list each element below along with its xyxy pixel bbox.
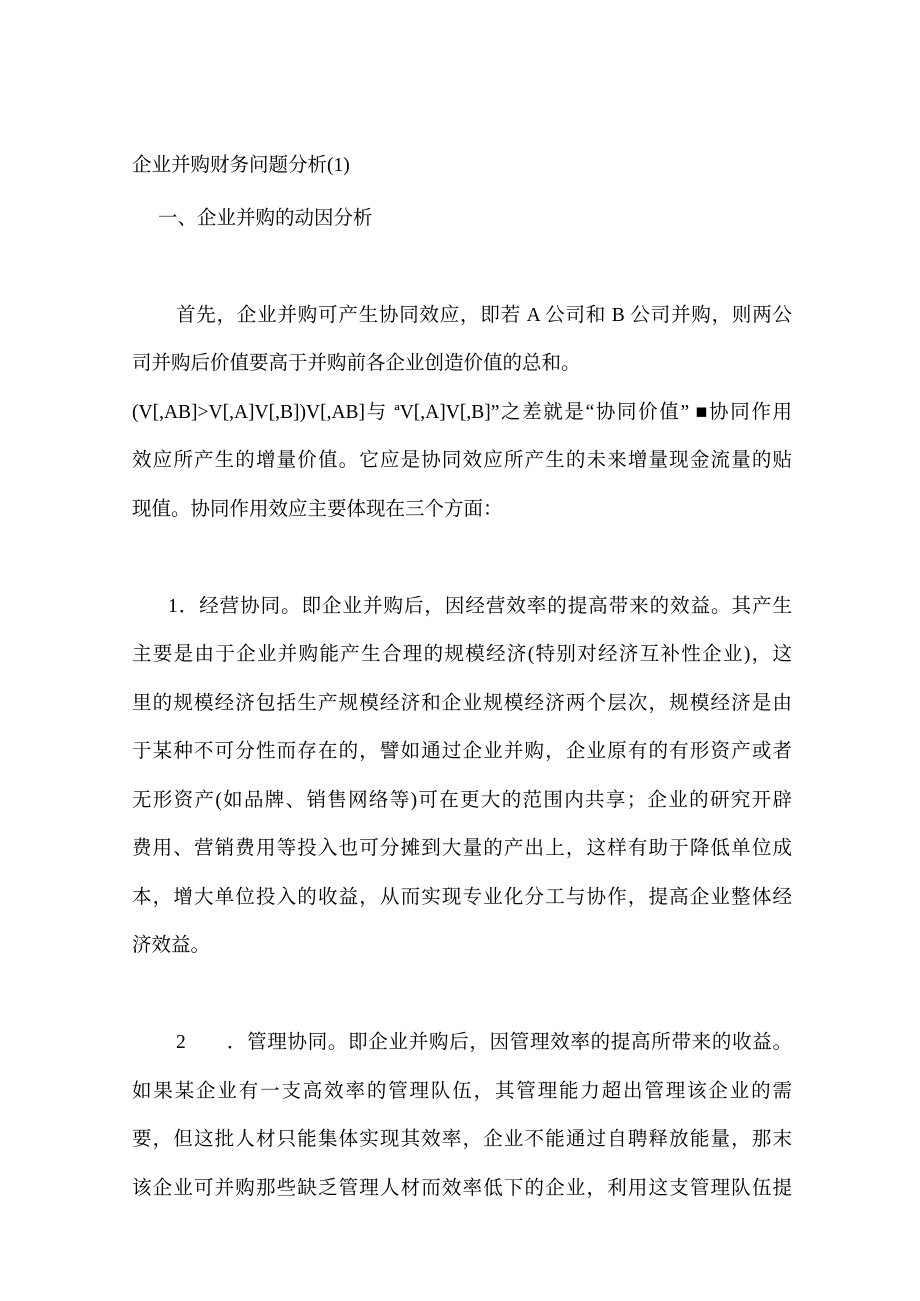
text-line: 于某种不可分性而存在的，譬如通过企业并购，企业原有的有形资产或者 (132, 741, 792, 762)
text-line: 效应所产生的增量价值。它应是协同效应所产生的未来增量现金流量的贴 (132, 450, 792, 471)
text-line: 无形资产(如品牌、销售网络等)可在更大的范围内共享；企业的研究开辟 (132, 789, 792, 811)
text-line: 济效益。 (132, 935, 211, 956)
text-line: 该企业可并购那些缺乏管理人材而效率低下的企业，利用这支管理队伍提 (132, 1177, 792, 1199)
text-line: 费用、营销费用等投入也可分摊到大量的产出上，这样有助于降低单位成 (132, 838, 792, 859)
text-line: 如果某企业有一支高效率的管理队伍，其管理能力超出管理该企业的需 (132, 1080, 792, 1102)
text-line: 主要是由于企业并购能产生合理的规模经济(特别对经济互补性企业)，这 (132, 644, 792, 665)
formula-line: (V[,AB]>V[,A]V[,B])V[,AB]与 ªV[,A]V[,B]”之差就是“协同价值” ■协同作用 (132, 401, 792, 423)
text-line: 司并购后价值要高于并购前各企业创造价值的总和。 (132, 353, 581, 374)
paragraph-first-line: 2 ．管理协同。即企业并购后，因管理效率的提高所带来的收益。 (176, 1032, 792, 1053)
text-line: 现值。协同作用效应主要体现在三个方面： (132, 498, 503, 520)
section-heading: 一、企业并购的动因分析 (158, 207, 373, 229)
text-line: 要，但这批人材只能集体实现其效率，企业不能通过自聘释放能量，那末 (132, 1129, 792, 1150)
paragraph-first-line: 首先，企业并购可产生协同效应，即若 A 公司和 B 公司并购，则两公 (176, 304, 792, 326)
text-line: 里的规模经济包括生产规模经济和企业规模经济两个层次，规模经济是由 (132, 692, 792, 714)
text-line: 本，增大单位投入的收益，从而实现专业化分工与协作，提高企业整体经 (132, 886, 792, 908)
paragraph-first-line: 1．经营协同。即企业并购后，因经营效率的提高带来的效益。其产生 (168, 595, 792, 617)
doc-title: 企业并购财务问题分析(1) (132, 155, 350, 176)
